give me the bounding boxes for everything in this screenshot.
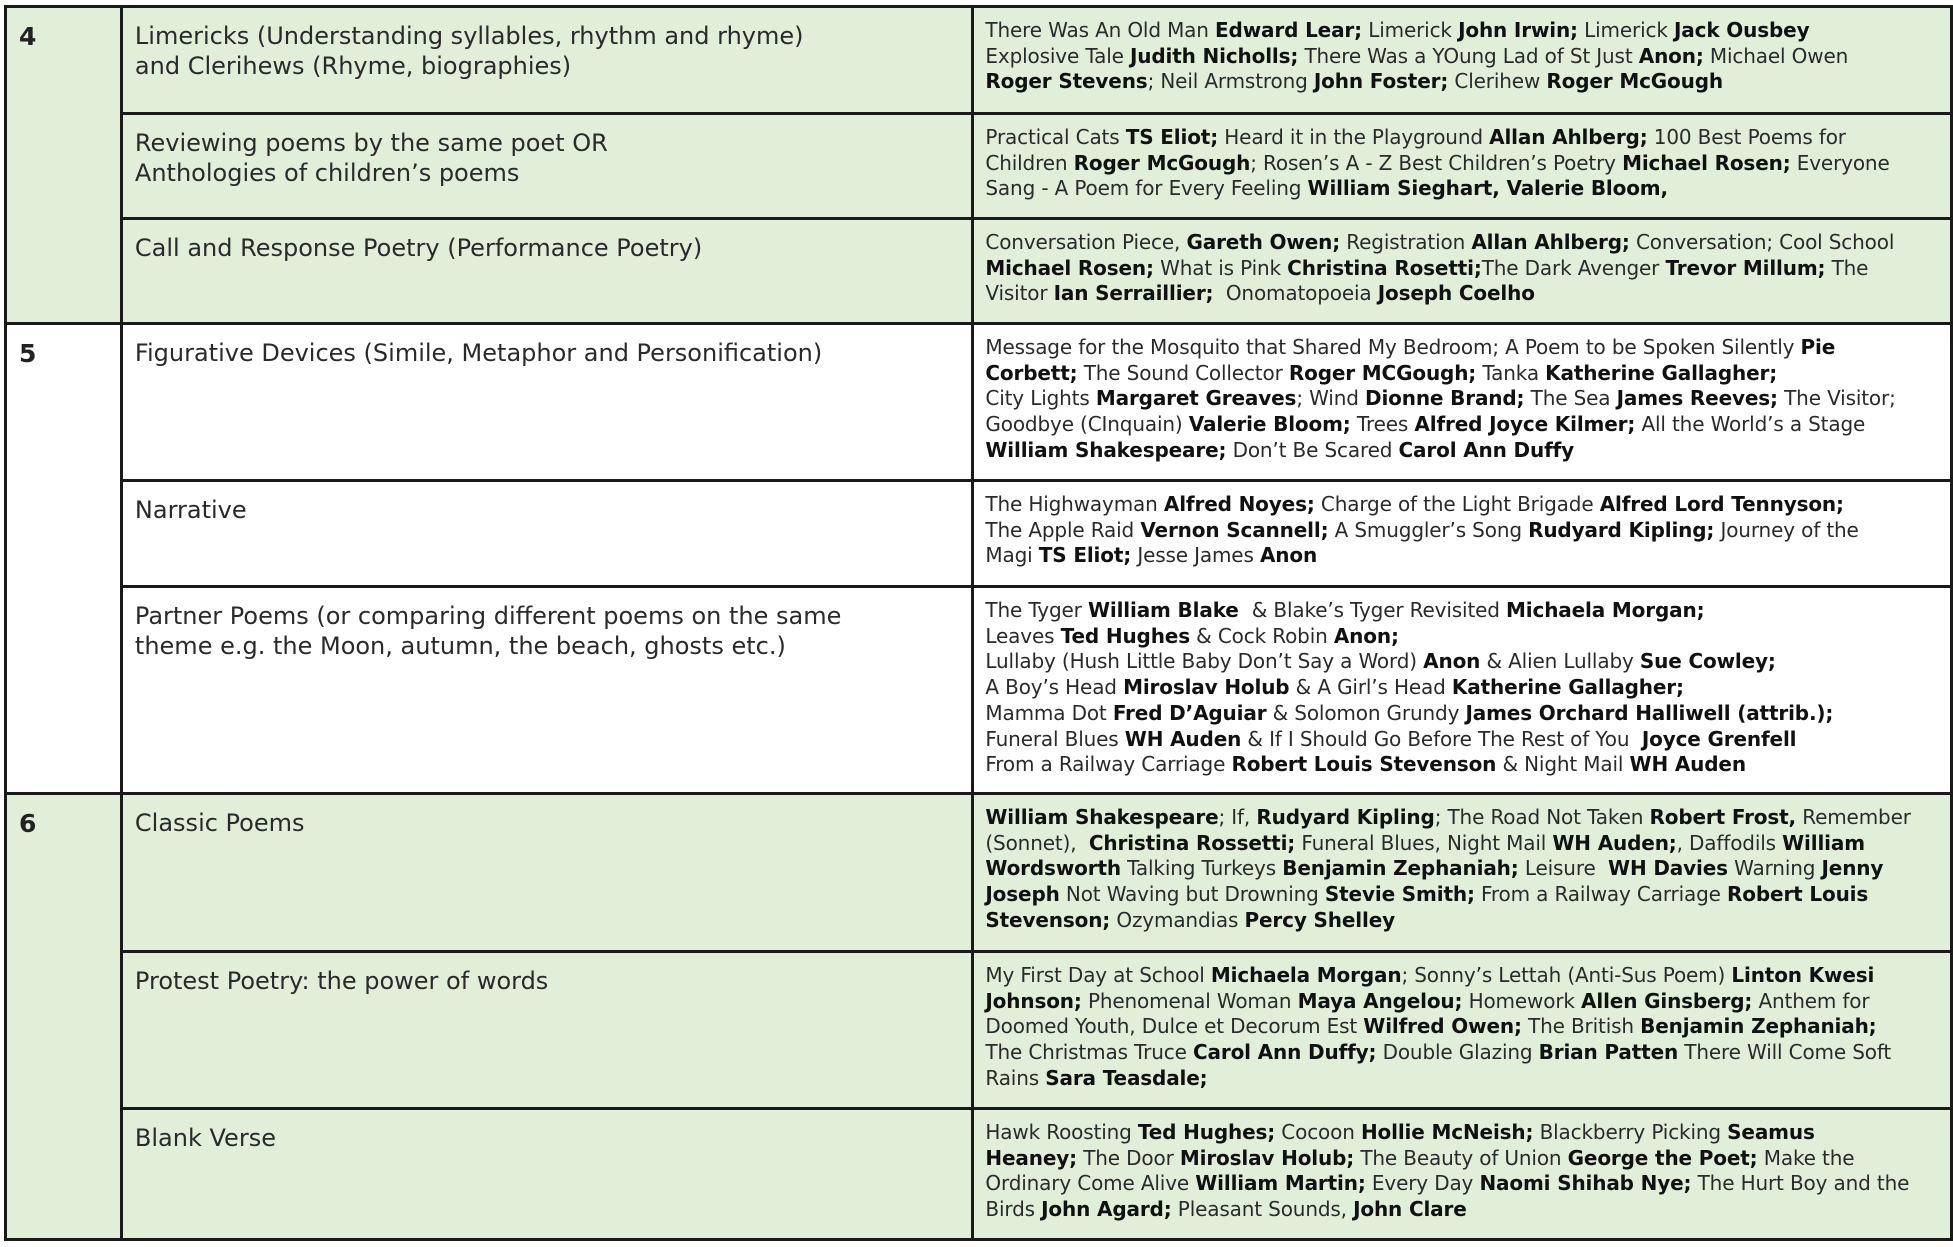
poem-title-text: Explosive Tale bbox=[985, 43, 1130, 68]
poem-line bbox=[985, 176, 1942, 202]
topic-cell bbox=[121, 587, 972, 794]
poem-title-text: Limerick bbox=[1577, 18, 1674, 42]
topic-line: Blank Verse bbox=[134, 1124, 276, 1152]
poem-line bbox=[985, 805, 1942, 831]
topic-line: Protest Poetry: the power of words bbox=[134, 967, 549, 995]
poem-title-text: My First Day at School bbox=[985, 963, 1211, 987]
poem-title-text: Goodbye (CInquain) bbox=[985, 412, 1189, 437]
topic-line: Narrative bbox=[134, 496, 247, 524]
topic-cell bbox=[121, 481, 972, 587]
poet-name: Margaret Greaves bbox=[1095, 386, 1297, 411]
poem-title-text: 100 Best Poems for bbox=[1647, 125, 1846, 149]
poem-line bbox=[985, 1197, 1942, 1223]
poet-name: Carol Ann Duffy bbox=[1398, 437, 1575, 462]
poem-line bbox=[985, 412, 1942, 438]
poem-line bbox=[985, 1120, 1942, 1146]
poem-title-text: & A Girl’s Head bbox=[1289, 675, 1452, 700]
poem-title-text: Funeral Blues bbox=[985, 726, 1125, 751]
poet-name: Alfred Lord Tennyson; bbox=[1599, 492, 1844, 516]
poem-title-text: Every Day bbox=[1365, 1171, 1480, 1196]
poem-title-text: Tanka bbox=[1476, 360, 1546, 385]
poet-name: Miroslav Holub; bbox=[1179, 1145, 1355, 1170]
poet-name: Stevenson; bbox=[985, 907, 1111, 932]
poet-name: Edward Lear; bbox=[1215, 18, 1362, 42]
year-cell: 6 bbox=[6, 794, 122, 1240]
poem-title-text: Phenomenal Woman bbox=[1081, 988, 1298, 1013]
poet-name: TS Eliot; bbox=[1125, 125, 1219, 149]
poem-title-text: & Blake’s Tyger Revisited bbox=[1245, 598, 1507, 622]
poem-title-text: Practical Cats bbox=[985, 125, 1126, 149]
poet-name: Rudyard Kipling; bbox=[1528, 517, 1715, 542]
poem-line bbox=[985, 230, 1942, 256]
poem-title-text: & Alien Lullaby bbox=[1480, 649, 1640, 674]
poem-title-text: Make the bbox=[1757, 1145, 1855, 1170]
poem-title-text: & Solomon Grundy bbox=[1266, 700, 1466, 725]
poem-line bbox=[985, 882, 1942, 908]
poem-title-text: Limerick bbox=[1362, 18, 1459, 42]
poem-title-text: Sang - A Poem for Every Feeling bbox=[985, 176, 1308, 201]
poems-cell bbox=[973, 587, 1952, 794]
poem-title-text: Everyone bbox=[1790, 150, 1890, 175]
poet-name: George the Poet; bbox=[1567, 1145, 1758, 1170]
topic-line: and Clerihews (Rhyme, biographies) bbox=[134, 52, 572, 80]
poem-title-text: Michael Owen bbox=[1703, 43, 1849, 68]
poem-title-text: Blackberry Picking bbox=[1533, 1120, 1728, 1144]
poet-name: Percy Shelley bbox=[1244, 907, 1396, 932]
poems-cell bbox=[973, 794, 1952, 952]
topic-line: Limericks (Understanding syllables, rhythm and rhyme) bbox=[134, 22, 804, 50]
poem-title-text: Magi bbox=[985, 543, 1039, 568]
poem-line bbox=[985, 69, 1942, 95]
poem-title-text: City Lights bbox=[985, 386, 1096, 411]
poem-line bbox=[985, 438, 1942, 464]
poem-title-text: ; Sonny’s Lettah (Anti-Sus Poem) bbox=[1401, 963, 1732, 987]
poet-name: WH Davies bbox=[1608, 856, 1728, 881]
poem-line bbox=[985, 675, 1942, 701]
poet-name: Stevie Smith; bbox=[1324, 882, 1475, 907]
poem-line bbox=[985, 701, 1942, 727]
poem-title-text: Rains bbox=[985, 1065, 1046, 1090]
poet-name: Carol Ann Duffy; bbox=[1192, 1040, 1377, 1065]
poet-name: Judith Nicholls; bbox=[1129, 43, 1299, 68]
poem-title-text: Remember bbox=[1796, 805, 1911, 829]
poems-cell bbox=[973, 1109, 1952, 1240]
poet-name: William Shakespeare bbox=[985, 805, 1219, 829]
poet-name: Wilfred Owen; bbox=[1363, 1014, 1522, 1039]
poet-name: Benjamin Zephaniah; bbox=[1640, 1014, 1877, 1039]
poem-title-text: From a Railway Carriage bbox=[1474, 882, 1728, 907]
poet-name: Christina Rossetti; bbox=[1088, 830, 1296, 855]
poet-name: Ted Hughes bbox=[1060, 623, 1190, 648]
poet-name: Anon bbox=[1259, 543, 1318, 568]
poem-title-text: The Beauty of Union bbox=[1354, 1145, 1568, 1170]
poem-title-text: Leisure bbox=[1518, 856, 1609, 881]
poet-name: Anon bbox=[1423, 649, 1481, 674]
table-row bbox=[6, 7, 1952, 114]
table-row bbox=[6, 794, 1952, 952]
poem-line bbox=[985, 908, 1942, 934]
poet-name: Seamus bbox=[1727, 1120, 1815, 1144]
poem-line bbox=[985, 649, 1942, 675]
poet-name: Alfred Noyes; bbox=[1163, 492, 1315, 516]
poet-name: Linton Kwesi bbox=[1731, 963, 1875, 987]
poem-title-text: Don’t Be Scared bbox=[1226, 437, 1399, 462]
poem-line bbox=[985, 281, 1942, 307]
table-row bbox=[6, 324, 1952, 481]
poem-title-text: Anthem for bbox=[1752, 988, 1870, 1013]
poet-name: Johnson; bbox=[985, 988, 1082, 1013]
poet-name: Robert Louis bbox=[1727, 882, 1869, 907]
topic-line: Call and Response Poetry (Performance Poetry) bbox=[134, 234, 703, 262]
poem-title-text: , Daffodils bbox=[1676, 830, 1783, 855]
poem-title-text: Registration bbox=[1340, 230, 1472, 254]
poem-title-text: Doomed Youth, Dulce et Decorum Est bbox=[985, 1014, 1364, 1039]
poem-title-text: Message for the Mosquito that Shared My Bedroom; A Poem to be Spoken Silently bbox=[985, 335, 1801, 359]
poet-name: Roger Stevens bbox=[985, 69, 1148, 94]
poem-title-text: ; Wind bbox=[1296, 386, 1365, 411]
poem-line bbox=[985, 518, 1942, 544]
poem-line bbox=[985, 335, 1942, 361]
poem-line bbox=[985, 989, 1942, 1015]
poem-title-text: ; The Road Not Taken bbox=[1434, 805, 1650, 829]
poem-title-text: (Sonnet), bbox=[985, 830, 1089, 855]
poems-cell bbox=[973, 952, 1952, 1109]
poem-title-text: Conversation Piece, bbox=[985, 230, 1187, 254]
poet-name: Joyce Grenfell bbox=[1641, 726, 1797, 751]
poem-title-text: Journey of the bbox=[1714, 517, 1859, 542]
poem-line bbox=[985, 598, 1942, 624]
poet-name: William Blake bbox=[1087, 598, 1246, 622]
poet-name: Benjamin Zephaniah; bbox=[1282, 856, 1519, 881]
poem-line bbox=[985, 125, 1942, 151]
poem-title-text: The bbox=[1825, 255, 1869, 280]
poet-name: Joseph bbox=[985, 882, 1060, 907]
poem-title-text: From a Railway Carriage bbox=[985, 752, 1232, 777]
poem-line bbox=[985, 1040, 1942, 1066]
poem-title-text: Trees bbox=[1350, 412, 1415, 437]
poems-cell bbox=[973, 114, 1952, 219]
poem-title-text: The Christmas Truce bbox=[985, 1040, 1193, 1065]
poem-title-text: Children bbox=[985, 150, 1074, 175]
poet-name: Sara Teasdale; bbox=[1045, 1065, 1208, 1090]
poet-name: Vernon Scannell; bbox=[1140, 517, 1329, 542]
poem-title-text: The Hurt Boy and the bbox=[1691, 1171, 1910, 1196]
poem-line bbox=[985, 856, 1942, 882]
poem-title-text: Warning bbox=[1727, 856, 1822, 881]
poet-name: Rudyard Kipling bbox=[1256, 805, 1435, 829]
poem-title-text: ; If, bbox=[1218, 805, 1257, 829]
poem-line bbox=[985, 256, 1942, 282]
poem-line bbox=[985, 44, 1942, 70]
poem-title-text: Onomatopoeia bbox=[1213, 281, 1378, 306]
poem-title-text: Charge of the Light Brigade bbox=[1314, 492, 1600, 516]
topic-line: Anthologies of children’s poems bbox=[134, 159, 520, 187]
poet-name: WH Auden bbox=[1124, 726, 1242, 751]
table-row bbox=[6, 481, 1952, 587]
poem-title-text: A Smuggler’s Song bbox=[1328, 517, 1529, 542]
poem-line bbox=[985, 1014, 1942, 1040]
poem-line bbox=[985, 963, 1942, 989]
poet-name: Roger McGough bbox=[1073, 150, 1251, 175]
poem-line bbox=[985, 361, 1942, 387]
poem-line bbox=[985, 386, 1942, 412]
poet-name: Fred D’Aguiar bbox=[1112, 700, 1267, 725]
year-cell: 4 bbox=[6, 7, 122, 324]
poem-title-text: Mamma Dot bbox=[985, 700, 1113, 725]
poem-title-text: Conversation; Cool School bbox=[1629, 230, 1895, 254]
poet-name: Dionne Brand; bbox=[1365, 386, 1525, 411]
poem-title-text: Homework bbox=[1462, 988, 1582, 1013]
poet-name: WH Auden bbox=[1629, 752, 1746, 777]
poet-name: John Foster; bbox=[1313, 69, 1449, 94]
poet-name: Roger McGough bbox=[1546, 69, 1723, 94]
poet-name: Naomi Shihab Nye; bbox=[1479, 1171, 1692, 1196]
poet-name: William bbox=[1782, 830, 1865, 855]
poet-name: Anon; bbox=[1333, 623, 1399, 648]
poet-name: Christina Rosetti; bbox=[1287, 255, 1482, 280]
poet-name: Corbett; bbox=[985, 360, 1078, 385]
topic-line: Figurative Devices (Simile, Metaphor and Personification) bbox=[134, 339, 823, 367]
poet-name: Allan Ahlberg; bbox=[1471, 230, 1630, 254]
poet-name: TS Eliot; bbox=[1038, 543, 1132, 568]
poet-name: James Reeves; bbox=[1616, 386, 1778, 411]
table-row bbox=[6, 114, 1952, 219]
poems-cell bbox=[973, 324, 1952, 481]
poems-cell bbox=[973, 481, 1952, 587]
poet-name: John Irwin; bbox=[1458, 18, 1578, 42]
poet-name: Michael Rosen; bbox=[1622, 150, 1791, 175]
topic-cell bbox=[121, 7, 972, 114]
poem-title-text: The Sea bbox=[1524, 386, 1617, 411]
table-row bbox=[6, 587, 1952, 794]
poem-title-text: Hawk Roosting bbox=[985, 1120, 1138, 1144]
poet-name: Brian Patten bbox=[1538, 1040, 1679, 1065]
poem-title-text: The Visitor; bbox=[1777, 386, 1896, 411]
poet-name: Roger MCGough; bbox=[1288, 360, 1477, 385]
topic-cell bbox=[121, 1109, 972, 1240]
poet-name: William Martin; bbox=[1195, 1171, 1366, 1196]
poem-title-text: Clerihew bbox=[1448, 69, 1547, 94]
poems-cell bbox=[973, 219, 1952, 324]
poem-title-text: The Apple Raid bbox=[985, 517, 1141, 542]
poet-name: James Orchard Halliwell (attrib.); bbox=[1465, 700, 1834, 725]
poet-name: Katherine Gallagher; bbox=[1451, 675, 1684, 700]
topic-cell bbox=[121, 324, 972, 481]
poet-name: Jenny bbox=[1821, 856, 1884, 881]
poem-line bbox=[985, 151, 1942, 177]
topic-line: Classic Poems bbox=[134, 809, 305, 837]
poet-name: Michael Rosen; bbox=[985, 255, 1154, 280]
poet-name: WH Auden; bbox=[1552, 830, 1677, 855]
poem-title-text: & If I Should Go Before The Rest of You bbox=[1241, 726, 1642, 751]
poem-title-text: ; Rosen’s A - Z Best Children’s Poetry bbox=[1250, 150, 1623, 175]
poem-title-text: Cocoon bbox=[1275, 1120, 1361, 1144]
poem-title-text: Ozymandias bbox=[1110, 907, 1245, 932]
poem-title-text: Ordinary Come Alive bbox=[985, 1171, 1196, 1196]
poetry-curriculum-table bbox=[4, 5, 1953, 1241]
poem-line bbox=[985, 492, 1942, 518]
poem-title-text: The Tyger bbox=[985, 598, 1088, 622]
poem-title-text: Birds bbox=[985, 1197, 1042, 1222]
poet-name: Wordsworth bbox=[985, 856, 1121, 881]
poem-title-text: The Door bbox=[1076, 1145, 1180, 1170]
topic-line: theme e.g. the Moon, autumn, the beach, ghosts etc.) bbox=[134, 632, 786, 660]
poem-title-text: Double Glazing bbox=[1376, 1040, 1539, 1065]
poem-title-text: The British bbox=[1521, 1014, 1641, 1039]
topic-cell bbox=[121, 114, 972, 219]
poet-name: Robert Louis Stevenson bbox=[1231, 752, 1497, 777]
table-row bbox=[6, 952, 1952, 1109]
topic-line: Partner Poems (or comparing different poems on the same bbox=[134, 602, 842, 630]
year-cell: 5 bbox=[6, 324, 122, 794]
poem-title-text: The Dark Avenger bbox=[1481, 255, 1666, 280]
poet-name: Allen Ginsberg; bbox=[1581, 988, 1753, 1013]
poem-title-text: ; Neil Armstrong bbox=[1147, 69, 1314, 94]
topic-line: Reviewing poems by the same poet OR bbox=[134, 129, 608, 157]
poem-title-text: Lullaby (Hush Little Baby Don’t Say a Word) bbox=[985, 649, 1424, 674]
poet-name: Miroslav Holub bbox=[1123, 675, 1290, 700]
poet-name: Valerie Bloom; bbox=[1188, 412, 1351, 437]
poem-line bbox=[985, 543, 1942, 569]
poet-name: Heaney; bbox=[985, 1145, 1077, 1170]
poems-cell bbox=[973, 7, 1952, 114]
poem-line bbox=[985, 831, 1942, 857]
poem-line bbox=[985, 1146, 1942, 1172]
poet-name: Trevor Millum; bbox=[1665, 255, 1826, 280]
poem-title-text: There Was a YOung Lad of St Just bbox=[1298, 43, 1639, 68]
topic-cell bbox=[121, 794, 972, 952]
poem-line bbox=[985, 624, 1942, 650]
poem-line bbox=[985, 1066, 1942, 1092]
poem-title-text: The Sound Collector bbox=[1077, 360, 1289, 385]
poet-name: Joseph Coelho bbox=[1377, 281, 1535, 306]
table-row bbox=[6, 219, 1952, 324]
poet-name: Michaela Morgan; bbox=[1506, 598, 1705, 622]
poet-name: Sue Cowley; bbox=[1639, 649, 1776, 674]
poem-title-text: All the World’s a Stage bbox=[1635, 412, 1866, 437]
poem-title-text: Talking Turkeys bbox=[1120, 856, 1283, 881]
poet-name: Anon; bbox=[1638, 43, 1704, 68]
topic-cell bbox=[121, 219, 972, 324]
poem-line bbox=[985, 18, 1942, 44]
poem-line bbox=[985, 727, 1942, 753]
poem-title-text: Heard it in the Playground bbox=[1218, 125, 1490, 149]
poem-title-text: Leaves bbox=[985, 623, 1061, 648]
poem-title-text: Funeral Blues, Night Mail bbox=[1295, 830, 1553, 855]
poet-name: John Clare bbox=[1353, 1197, 1467, 1222]
poet-name: Allan Ahlberg; bbox=[1489, 125, 1648, 149]
poet-name: Ian Serraillier; bbox=[1053, 281, 1214, 306]
poem-title-text: Pleasant Sounds, bbox=[1171, 1197, 1354, 1222]
poem-title-text: There Was An Old Man bbox=[985, 18, 1216, 42]
poem-title-text: & Night Mail bbox=[1496, 752, 1630, 777]
poet-name: William Shakespeare; bbox=[985, 437, 1227, 462]
poem-title-text: Visitor bbox=[985, 281, 1054, 306]
table-row bbox=[6, 1109, 1952, 1240]
poem-title-text: What is Pink bbox=[1153, 255, 1288, 280]
poet-name: Pie bbox=[1800, 335, 1836, 359]
poem-title-text: Not Waving but Drowning bbox=[1059, 882, 1325, 907]
poet-name: Jack Ousbey bbox=[1673, 18, 1810, 42]
poem-title-text: Jesse James bbox=[1131, 543, 1260, 568]
poet-name: Michaela Morgan bbox=[1210, 963, 1402, 987]
poem-title-text: A Boy’s Head bbox=[985, 675, 1124, 700]
poem-title-text: The Highwayman bbox=[985, 492, 1164, 516]
poem-line bbox=[985, 752, 1942, 778]
poet-name: Gareth Owen; bbox=[1186, 230, 1341, 254]
poet-name: Robert Frost, bbox=[1649, 805, 1797, 829]
poet-name: Maya Angelou; bbox=[1297, 988, 1463, 1013]
poet-name: Alfred Joyce Kilmer; bbox=[1414, 412, 1636, 437]
poet-name: Hollie McNeish; bbox=[1360, 1120, 1534, 1144]
poet-name: Ted Hughes; bbox=[1137, 1120, 1276, 1144]
poet-name: Katherine Gallagher; bbox=[1545, 360, 1778, 385]
poem-title-text: There Will Come Soft bbox=[1678, 1040, 1892, 1065]
topic-cell bbox=[121, 952, 972, 1109]
poem-title-text: & Cock Robin bbox=[1189, 623, 1334, 648]
poem-line bbox=[985, 1171, 1942, 1197]
poet-name: William Sieghart, Valerie Bloom, bbox=[1307, 176, 1668, 201]
poet-name: John Agard; bbox=[1041, 1197, 1172, 1222]
